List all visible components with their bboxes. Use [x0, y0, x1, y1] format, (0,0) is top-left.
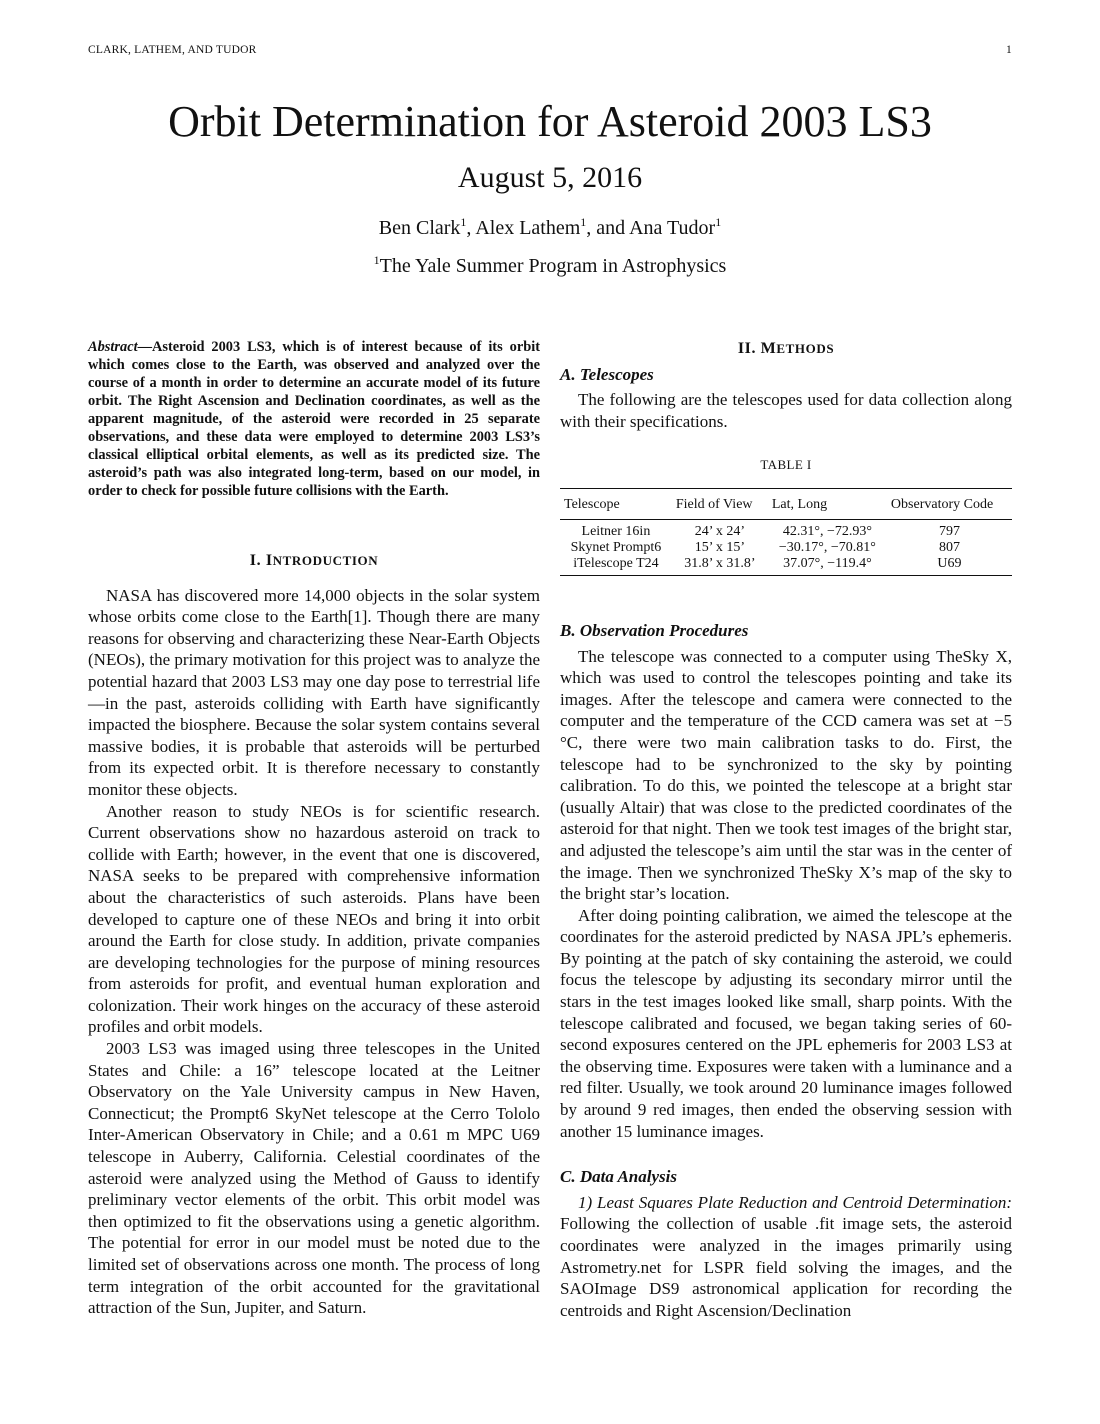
- table-caption: TABLE I: [760, 457, 812, 473]
- author-name: Ben Clark: [378, 217, 461, 239]
- paper-date: August 5, 2016: [457, 161, 643, 194]
- affiliation-mark: 1: [373, 253, 380, 267]
- data-analysis-text: Following the collection of usable .fit image sets, the asteroid coordinates were analyzed in the images primarily using Astrometry.net for LSPR field solving the images, and the SAOImage DS9 astronomical application for recording the centroids and Right Ascension/Declination: [560, 1214, 1012, 1320]
- telescopes-paragraph: The following are the telescopes used for data collection along with their specifications.: [560, 390, 1012, 431]
- observation-paragraph: The telescope was connected to a computer using TheSky X, which was used to control the telescopes pointing and take its images. After the telescope and camera were connected to the computer and the temperature of the CCD camera was set at −5 °C, there were two main calibration tasks to do. First, the telescope had to be synchronized to the sky by pointing calibration. To do this, we pointed the telescope at a bright star (usually Altair) that was close to the predicted coordinates of the asteroid for that night. Then we took test images of the bright star, and adjusted the telescope’s aim until the star was in the center of the image. Then we synchronized TheSky X’s map of the sky to the bright star’s location.: [560, 646, 1012, 904]
- affiliation: [0, 252, 1100, 280]
- data-analysis-paragraph: [560, 1192, 1012, 1322]
- telescopes-heading: A. Telescopes: [560, 364, 654, 384]
- table-column-header: Lat, Long: [768, 488, 887, 519]
- table-cell: 807: [938, 539, 960, 555]
- section-title-rest: NTRODUCTION: [272, 553, 379, 568]
- table-cell: 15’ x 15’: [694, 539, 745, 555]
- author-affiliation-mark: 1: [715, 215, 722, 229]
- telescope-table: [560, 488, 1012, 576]
- title-block: [0, 92, 1100, 280]
- affiliation-text: The Yale Summer Program in Astrophysics: [379, 255, 727, 277]
- running-header-authors: CLARK, LATHEM, AND TUDOR: [88, 44, 257, 56]
- table-column-header: Field of View: [672, 488, 768, 519]
- section-title-rest: ETHODS: [776, 341, 835, 356]
- section-numeral: II.: [737, 340, 761, 357]
- abstract-text: —Asteroid 2003 LS3, which is of interest because of its orbit which comes close to the Earth, was observed and analyzed over the course of a month in order to determine an accurate model of its future orbit. The Right Ascension and Declination coordinates, as well as the apparent magnitude, of the asteroid were recorded in 25 separate observations, and these data were employed to determine 2003 LS3’s classical elliptical orbital elements, as well as its predicted size. The asteroid’s path was also integrated long-term, based on our model, in order to check for possible future collisions with the Earth.: [88, 339, 540, 499]
- table-column-header: Telescope: [560, 488, 672, 519]
- abstract-label: Abstract: [88, 339, 138, 355]
- author-separator: , and: [586, 217, 630, 239]
- table-cell: U69: [887, 556, 1012, 576]
- table-cell: 24’ x 24’: [694, 523, 745, 539]
- author-affiliation-mark: 1: [580, 215, 587, 229]
- intro-paragraph: NASA has discovered more 14,000 objects in the solar system whose orbits come close to the Earth[1]. Though there are many reasons for observing and characterizing these Near-Earth Objects (NEOs), the primary motivation for this project was to analyze the potential hazard that 2003 LS3 may one day pose to terrestrial life—in the past, asteroids colliding with Earth have significantly impacted the biosphere. Because the solar system contains several massive bodies, it is probable that asteroids will be perturbed from its expected orbit. It is therefore necessary to constantly monitor these objects.: [88, 585, 540, 799]
- section-numeral: I.: [249, 552, 266, 569]
- section-initial: I: [265, 552, 273, 569]
- author-list: [0, 214, 1100, 242]
- table-header-row: [560, 488, 1012, 519]
- methods-heading: [560, 338, 1012, 360]
- abstract: [88, 338, 540, 500]
- table-cell: iTelescope T24: [560, 556, 672, 576]
- table-row: [560, 519, 1012, 540]
- left-column: [88, 338, 540, 1319]
- table-row: [560, 540, 1012, 556]
- author-name: Ana Tudor: [629, 217, 716, 239]
- intro-paragraph: Another reason to study NEOs is for scientific research. Current observations show no hazardous asteroid on track to collide with Earth; however, in the event that one is discovered, NASA seeks to be prepared with comprehensive information about the characteristics of such asteroids. Plans have been developed to capture one of these NEOs and bring it into orbit around the Earth for close study. In addition, private companies are developing technologies for the purpose of mining resources from asteroids for profit, and eventual human exploration and colonization. Their work hinges on the accuracy of these asteroid profiles and orbit models.: [88, 801, 540, 1037]
- introduction-heading: [88, 550, 540, 572]
- observation-paragraph: After doing pointing calibration, we aimed the telescope at the coordinates for the asteroid predicted by NASA JPL’s ephemeris. By pointing at the patch of sky containing the asteroid, we could focus the telescope by adjusting its secondary mirror until the stars in the test images looked like small, sharp points. With the telescope calibrated and focused, we began taking series of 60-second exposures centered on the JPL ephemeris for 2003 LS3 at the observing time. Exposures were taken with a luminance and a red filter. Usually, we took around 20 luminance images followed by around 9 red images, then ended the observing session with another 15 luminance images.: [560, 905, 1012, 1141]
- author-affiliation-mark: 1: [460, 215, 467, 229]
- table-cell: 797: [938, 523, 960, 539]
- observation-heading: B. Observation Procedures: [560, 620, 749, 640]
- table-cell: 31.8’ x 31.8’: [672, 556, 768, 576]
- section-initial: M: [760, 340, 777, 357]
- page-number: 1: [1006, 44, 1012, 56]
- author-separator: ,: [466, 217, 476, 239]
- table-cell: Skynet Prompt6: [570, 539, 662, 555]
- intro-paragraph: 2003 LS3 was imaged using three telescopes in the United States and Chile: a 16” telescope located at the Leitner Observatory on the Yale University campus in New Haven, Connecticut; the Prompt6 SkyNet telescope at the Cerro Tololo Inter-American Observatory in Chile; and a 0.61 m MPC U69 telescope in Auberry, California. Celestial coordinates of the asteroid were analyzed using the Method of Gauss to identify preliminary vector elements of the orbit. This orbit model was then optimized to fit the observations using a genetic algorithm. The potential for error in our model must be noted due to the limited set of observations across one month. The process of long term integration of the orbit accounted for the gravitational attraction of the Sun, Jupiter, and Saturn.: [88, 1039, 540, 1318]
- table-cell: 42.31°, −72.93°: [782, 523, 872, 539]
- table-cell: Leitner 16in: [581, 523, 651, 539]
- data-analysis-heading: C. Data Analysis: [560, 1167, 677, 1187]
- author-name: Alex Lathem: [475, 217, 581, 239]
- table-cell: 37.07°, −119.4°: [768, 556, 887, 576]
- table-cell: −30.17°, −70.81°: [778, 539, 876, 555]
- data-analysis-runin: 1) Least Squares Plate Reduction and Centroid Determination:: [578, 1192, 1012, 1212]
- right-column: [560, 338, 1012, 1321]
- table-column-header: Observatory Code: [887, 488, 1012, 519]
- paper-title: Orbit Determination for Asteroid 2003 LS3: [168, 97, 932, 146]
- table-row: [560, 556, 1012, 576]
- running-header: [88, 44, 1012, 60]
